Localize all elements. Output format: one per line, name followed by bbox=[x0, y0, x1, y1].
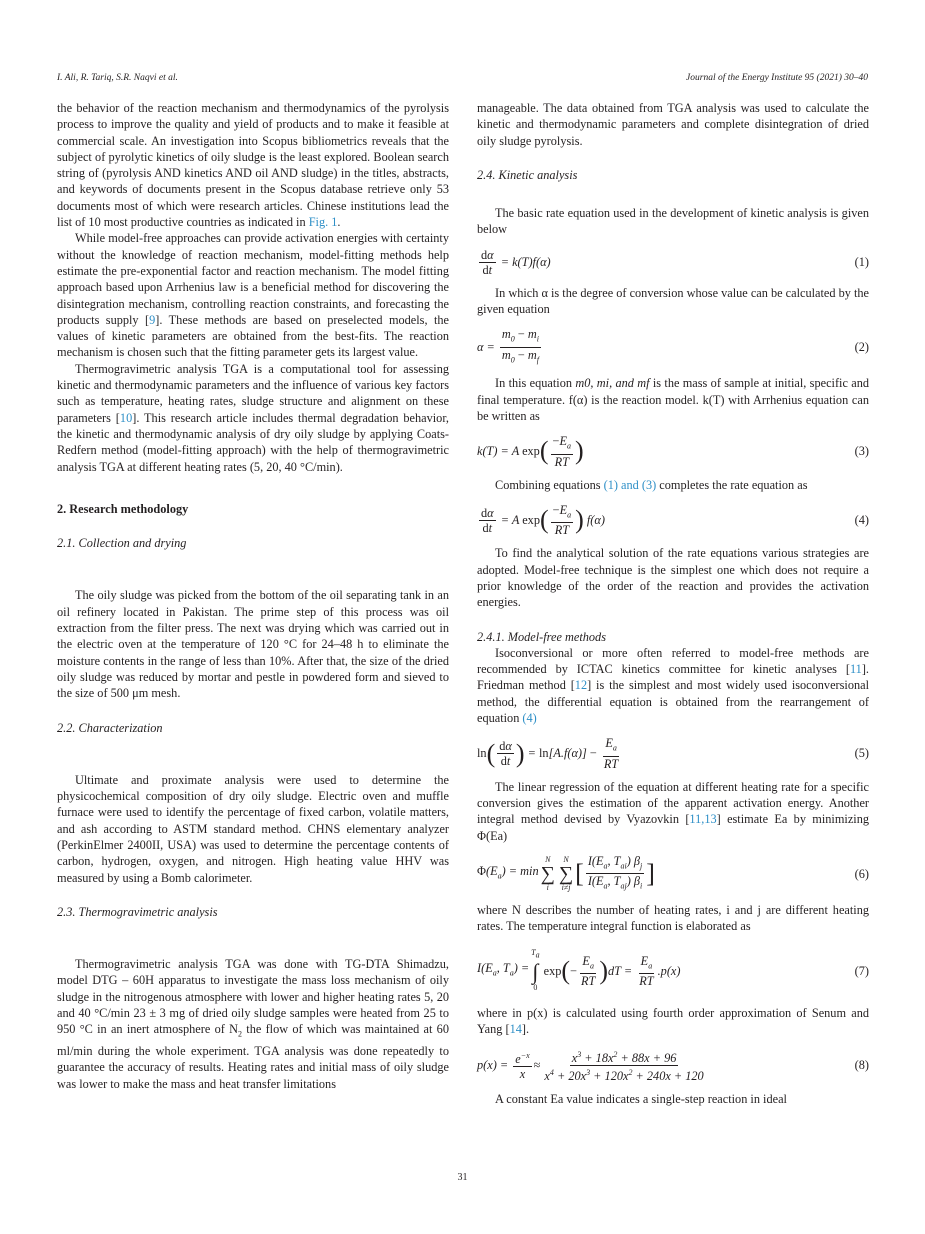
subsection-heading: 2.4.1. Model-free methods bbox=[477, 629, 606, 644]
paragraph: Isoconversional or more often referred to model-free methods are recommended by ICTAC kinetics committee for kinetic analyses [11]. Friedman method [12] is the simplest and most widely used isoconversional method, the differential equation is obtained from the rearrangement of equation (4) bbox=[477, 645, 869, 726]
paragraph: While model-free approaches can provide activation energies with certainty without the knowledge of reaction mechanism, model-fitting methods help estimate the pre-exponential factor and reaction mechanism. The model fitting approach based upon Arrhenius law is a beneficial method for discovering the disintegration mechanism, controlling reaction constraints, and forecasting the products supply [9]. These methods are based on preselected models, the values of kinetic parameters are obtained from the best-fits. The reaction mechanism is chosen such that the fitting parameter gets its largest value. bbox=[57, 231, 450, 360]
citation-link[interactable]: 10 bbox=[119, 410, 133, 425]
equation-number: (1) bbox=[854, 255, 869, 270]
equation-8: p(x) = $\frac{e^{-x}}{x}$ ≈ $\frac{x^3 + 18x^2 + 88x + 96}{x^4 + 20x^3 + 120x^2 + 240x + 120}$ (8) bbox=[477, 1049, 869, 1083]
paragraph: In which α is the degree of conversion whose value can be calculated by the given equation bbox=[477, 285, 869, 317]
equation-4: $\frac{d\alpha}{dt}$ = A exp ( $\frac{-E_a}{RT}$ ) f(α) (4) bbox=[481, 502, 869, 538]
equation-5: ln ( $\frac{d\alpha}{dt}$ ) = ln[A.f(α)] − $\frac{E_a}{RT}$ (5) bbox=[477, 736, 869, 771]
paragraph: manageable. The data obtained from TGA analysis was used to calculate the kinetic and thermodynamic parameters and complete disintegration of dried oily sludge pyrolysis. bbox=[477, 101, 869, 148]
subsection-heading: 2.3. Thermogravimetric analysis bbox=[57, 904, 218, 919]
equation-number: (4) bbox=[854, 512, 869, 527]
citation-link[interactable]: 9 bbox=[149, 312, 156, 327]
citation-link[interactable]: 11,13 bbox=[689, 812, 717, 827]
equation-6: $\Phi(E_a) = \min$ N ∑ i N ∑ i≠j [ $\frac{I(E_a, T_{ai}) \beta_j}{I(E_a, T_{aj}) \beta_i}$ ] (6) bbox=[477, 853, 869, 892]
paragraph: where in p(x) is calculated using fourth order approximation of Senum and Yang [14]. bbox=[477, 1006, 869, 1037]
paragraph: The basic rate equation used in the development of kinetic analysis is given below bbox=[477, 206, 869, 237]
paragraph: the behavior of the reaction mechanism and thermodynamics of the pyrolysis process to improve the quality and yield of products and to make it feasible at commercial scale. An investigation into Scopus bibliometrics reveals that the subject of pyrolytic kinetics of oily sludge is the least explored. Boolean search string of (pyrolysis AND kinetics AND oil AND sludge) in the titles, abstracts, and keywords of documents present in the Scopus database retrieve only 53 documents most of which were research articles. Chinese institutions lead the list of 10 most productive countries as indicated in Fig. 1. bbox=[57, 101, 449, 230]
paragraph: The linear regression of the equation at different heating rate for a specific conversion gives the estimation of the apparent activation energy. Another integral method devised by Vyazovkin [11,13] estimate Ea by minimizing Φ(Ea) bbox=[477, 779, 869, 843]
paragraph: To find the analytical solution of the rate equations various strategies are adopted. Model-free technique is the simplest one which does not require a prior knowledge of the order of the reaction and provides the activation energies. bbox=[477, 546, 869, 610]
subsection-heading: 2.2. Characterization bbox=[57, 720, 163, 735]
subsection-heading: 2.4. Kinetic analysis bbox=[477, 167, 578, 182]
running-header-authors: I. Ali, R. Tariq, S.R. Naqvi et al. bbox=[57, 73, 178, 83]
equation-3: k(T) = A exp ( $\frac{-E_a}{RT}$ ) (3) bbox=[477, 434, 869, 469]
equation-number: (8) bbox=[854, 1058, 869, 1073]
running-header-journal: Journal of the Energy Institute 95 (2021) 30–40 bbox=[686, 73, 868, 83]
paragraph: where N describes the number of heating rates, i and j are different heating rates. The temperature integral function is elaborated as bbox=[477, 902, 869, 934]
citation-link[interactable]: 11 bbox=[849, 662, 862, 677]
paragraph: Thermogravimetric analysis TGA is a computational tool for assessing kinetic and thermodynamic parameters and the influence of various key factors such as temperature, heating rates, sludge structure and alignment on these parameters [10]. This research article includes thermal degradation behavior, the kinetic and thermodynamic analysis of dry oily sludge by applying Coats-Redfern method (model-fitting approach) with the help of thermogravimetric analysis TGA at different heating rates (5, 20, 40 °C/min). bbox=[57, 361, 450, 474]
equation-number: (3) bbox=[854, 444, 869, 459]
page-number: 31 bbox=[457, 1172, 468, 1183]
subsection-heading: 2.1. Collection and drying bbox=[57, 536, 187, 551]
right-column bbox=[477, 100, 869, 1107]
equation-number: (7) bbox=[854, 963, 869, 978]
paragraph: The oily sludge was picked from the bottom of the oil separating tank in an oil refinery located in Pakistan. The prime step of this process was oil extraction from the filter press. The next was drying which was carried out in the electric oven at the temperature of 120 °C for 24–48 h to eliminate the moisture contents in the range of less than 10%. After that, the size of the dried oily sludge was reduced by mortar and pestle in powdered form and sieved to the size of 500 μm mesh. bbox=[57, 588, 449, 701]
paragraph: Combining equations (1) and (3) completes the rate equation as bbox=[495, 477, 808, 492]
equation-2: α = $\frac{m_0 - m_i}{m_0 - m_f}$ (2) bbox=[477, 327, 869, 365]
equation-link[interactable]: (1) and (3) bbox=[603, 477, 657, 492]
left-column bbox=[57, 100, 449, 1092]
citation-link[interactable]: 14 bbox=[509, 1022, 522, 1037]
figure-link[interactable]: Fig. 1 bbox=[308, 215, 338, 230]
paragraph: A constant Ea value indicates a single-step reaction in ideal bbox=[495, 1091, 787, 1106]
paragraph: In this equation m0, mi, and mf is the mass of sample at initial, specific and final temperature. f(α) is the reaction model. k(T) with Arrhenius equation can be written as bbox=[477, 376, 869, 423]
equation-link[interactable]: (4) bbox=[522, 711, 537, 726]
equation-number: (2) bbox=[854, 340, 869, 355]
equation-1: $\frac{d\alpha}{dt}$ = k(T)f(α) (1) bbox=[481, 247, 869, 277]
equation-number: (5) bbox=[854, 746, 869, 761]
paragraph: Ultimate and proximate analysis were used to determine the physicochemical composition of dry oily sludge. Electric oven and muffle furnace were used to identify the percentage of fixed carbon, volatile matters, and ash according to ASTM standard method. CHNS elementary analyzer (PerkinElmer 2400II, USA) was used to determine the percentage contents of carbon, hydrogen, oxygen, and nitrogen. High heating value HHV was measured by using a Bomb calorimeter. bbox=[57, 772, 449, 885]
citation-link[interactable]: 12 bbox=[574, 678, 588, 693]
equation-7: $I(E_a$, $T_a$) = $T_a$ ∫ 0 exp ( − $\frac{E_a}{RT}$ ) dT = $\frac{E_a}{RT}$ .p(x) (7) bbox=[477, 948, 869, 993]
section-heading: 2. Research methodology bbox=[57, 501, 189, 516]
equation-number: (6) bbox=[854, 866, 869, 881]
paragraph: Thermogravimetric analysis TGA was done with TG-DTA Shimadzu, model DTG – 60H apparatus to investigate the mass loss mechanism of oily sludge in the nitrogenous atmosphere with lower and higher heating rates 5, 20 and 40 °C/min 23 ± 3 mg of dried oily sludge samples were heated from 25 to 950 °C in an inert atmosphere of $N_2$ the flow of which was maintained at 60 ml/min during the whole experiment. TGA analysis was done repeatedly to guarantee the accuracy of results. Heating rates and initial mass of oily sludge was lower to make the mass and heat transfer limitations bbox=[57, 957, 449, 1091]
